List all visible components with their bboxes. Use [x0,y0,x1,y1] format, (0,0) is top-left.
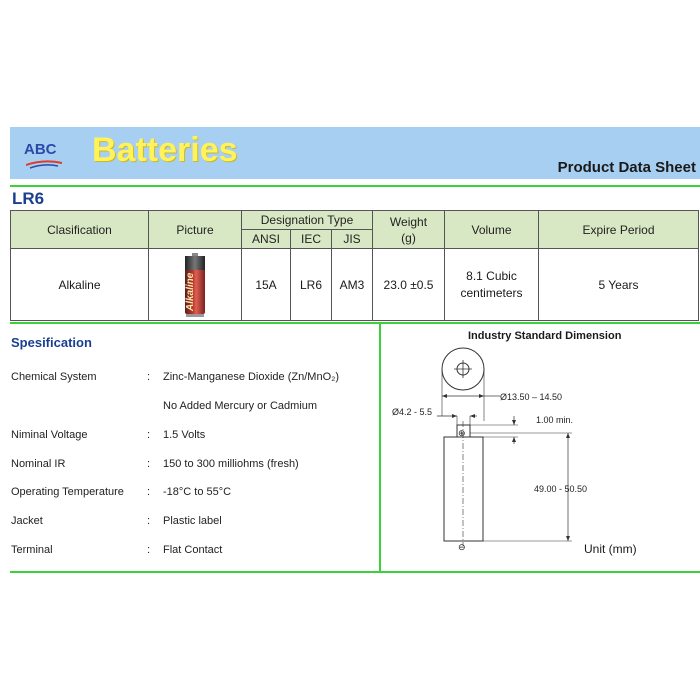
cell-picture [149,249,242,321]
top-view-icon [442,348,484,421]
battery-image [184,253,206,317]
svg-text:Ø4.2 - 5.5: Ø4.2 - 5.5 [392,407,433,417]
dimension-drawing [382,326,700,571]
cell-iec: LR6 [291,249,332,321]
brand-title: Batteries [92,131,238,169]
specification-heading: Spesification [11,335,92,350]
model-title: LR6 [12,189,45,208]
svg-text:49.00 - 50.50: 49.00 - 50.50 [534,484,588,494]
battery-label: Alkaline [185,272,196,311]
unit-label: Unit (mm) [584,542,637,556]
document-title: Product Data Sheet [557,159,696,176]
terminal-height-dimension [470,415,573,444]
diagram-title: Industry Standard Dimension [468,330,622,342]
header-volume: Volume [445,211,539,249]
header-expire: Expire Period [539,211,699,249]
dimension-diagram [382,326,700,571]
cell-classification: Alkaline [11,249,149,321]
diameter-dimension [442,392,562,402]
header-banner [10,127,700,179]
svg-text:⊕: ⊕ [458,429,466,439]
cell-jis: AM3 [332,249,373,321]
header-ansi: ANSI [242,230,291,249]
header-picture: Picture [149,211,242,249]
svg-text:⊖: ⊖ [458,543,466,553]
header-weight: Weight (g) [373,211,445,249]
length-dimension [470,433,587,541]
header-designation: Designation Type [242,211,373,230]
cell-expire: 5 Years [539,249,699,321]
battery-side-view [444,421,483,553]
abc-logo [24,141,64,169]
divider-middle [10,322,700,324]
cell-volume: 8.1 Cubic centimeters [445,249,539,321]
header-iec: IEC [291,230,332,249]
table-row [11,249,699,321]
svg-text:1.00 min.: 1.00 min. [536,415,574,425]
header-jis: JIS [332,230,373,249]
logo-swoosh-icon [26,159,62,169]
cell-weight: 23.0 ±0.5 [373,249,445,321]
header-classification: Clasification [11,211,149,249]
divider-top [10,185,700,187]
svg-text:Ø13.50 – 14.50: Ø13.50 – 14.50 [500,392,563,402]
divider-bottom [10,571,700,573]
product-table [10,210,699,321]
terminal-diameter-dimension [392,407,477,426]
cell-ansi: 15A [242,249,291,321]
logo-text: ABC [24,141,57,158]
divider-vertical [379,322,381,573]
